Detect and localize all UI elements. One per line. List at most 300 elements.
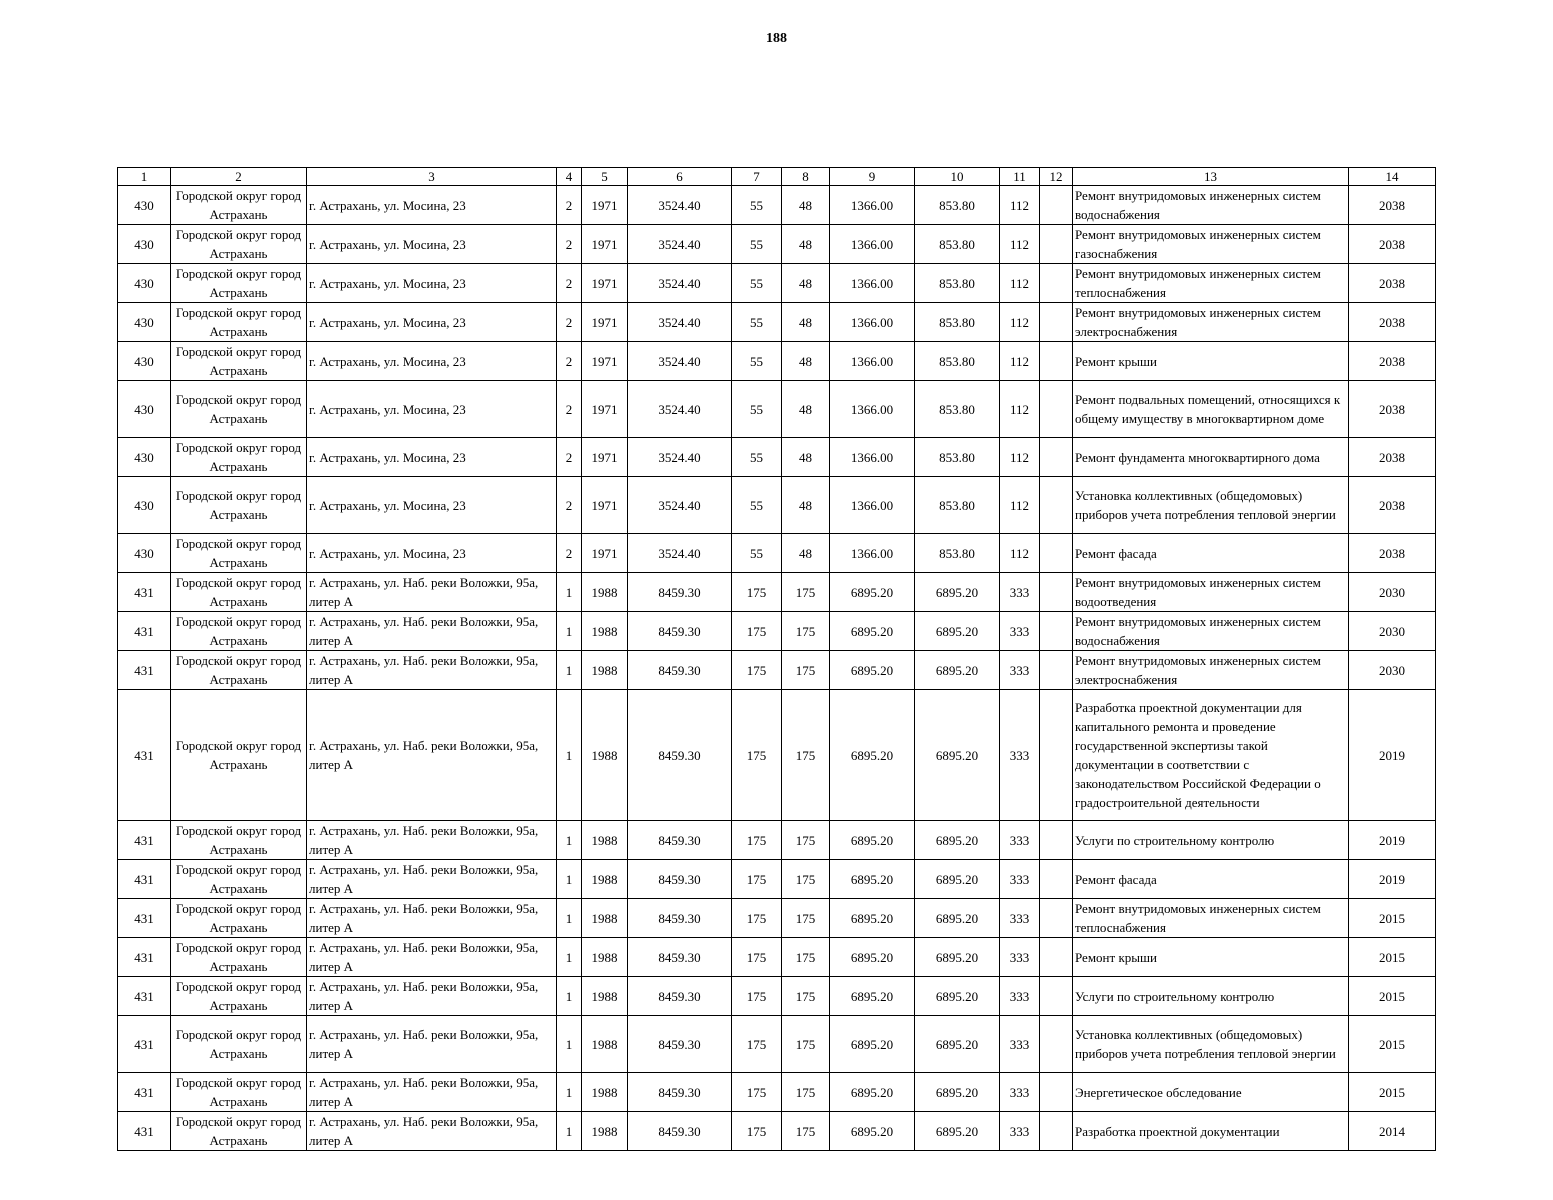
planned-year-cell: 2015 <box>1349 977 1436 1016</box>
col12-cell <box>1040 342 1073 381</box>
municipality-cell: Городской округ город Астрахань <box>171 612 307 651</box>
col12-cell <box>1040 1016 1073 1073</box>
floors-cell: 2 <box>557 186 582 225</box>
col12-cell <box>1040 977 1073 1016</box>
municipality-cell: Городской округ город Астрахань <box>171 534 307 573</box>
work-type-cell: Ремонт крыши <box>1073 342 1349 381</box>
col9-cell: 6895.20 <box>830 899 915 938</box>
repair-program-table <box>117 167 1436 1151</box>
row-number-cell: 431 <box>118 651 171 690</box>
work-type-cell: Ремонт крыши <box>1073 938 1349 977</box>
col9-cell: 1366.00 <box>830 264 915 303</box>
work-type-cell: Ремонт внутридомовых инженерных систем электроснабжения <box>1073 651 1349 690</box>
address-cell: г. Астрахань, ул. Наб. реки Воложки, 95а, литер А <box>307 860 557 899</box>
address-cell: г. Астрахань, ул. Наб. реки Воложки, 95а, литер А <box>307 1073 557 1112</box>
table-row <box>118 899 1436 938</box>
col8-cell: 48 <box>782 438 830 477</box>
col9-cell: 6895.20 <box>830 690 915 821</box>
col10-cell: 6895.20 <box>915 1073 1000 1112</box>
work-type-cell: Установка коллективных (общедомовых) приборов учета потребления тепловой энергии <box>1073 477 1349 534</box>
col12-cell <box>1040 612 1073 651</box>
row-number-cell: 430 <box>118 477 171 534</box>
col12-cell <box>1040 225 1073 264</box>
planned-year-cell: 2038 <box>1349 264 1436 303</box>
col11-cell: 333 <box>1000 938 1040 977</box>
work-type-cell: Ремонт внутридомовых инженерных систем водоотведения <box>1073 573 1349 612</box>
table-row <box>118 977 1436 1016</box>
col7-cell: 175 <box>732 1112 782 1151</box>
col11-cell: 112 <box>1000 342 1040 381</box>
floors-cell: 1 <box>557 860 582 899</box>
col12-cell <box>1040 381 1073 438</box>
address-cell: г. Астрахань, ул. Мосина, 23 <box>307 477 557 534</box>
col7-cell: 175 <box>732 860 782 899</box>
municipality-cell: Городской округ город Астрахань <box>171 690 307 821</box>
col8-cell: 175 <box>782 573 830 612</box>
col8-cell: 48 <box>782 534 830 573</box>
table-body <box>118 186 1436 1151</box>
planned-year-cell: 2015 <box>1349 938 1436 977</box>
address-cell: г. Астрахань, ул. Наб. реки Воложки, 95а, литер А <box>307 938 557 977</box>
municipality-cell: Городской округ город Астрахань <box>171 438 307 477</box>
row-number-cell: 431 <box>118 1073 171 1112</box>
row-number-cell: 430 <box>118 381 171 438</box>
col11-cell: 112 <box>1000 534 1040 573</box>
address-cell: г. Астрахань, ул. Мосина, 23 <box>307 264 557 303</box>
col7-cell: 55 <box>732 438 782 477</box>
col9-cell: 6895.20 <box>830 977 915 1016</box>
col11-cell: 112 <box>1000 381 1040 438</box>
year-built-cell: 1971 <box>582 264 628 303</box>
total-area-cell: 8459.30 <box>628 612 732 651</box>
total-area-cell: 3524.40 <box>628 438 732 477</box>
address-cell: г. Астрахань, ул. Наб. реки Воложки, 95а, литер А <box>307 899 557 938</box>
col8-cell: 48 <box>782 477 830 534</box>
col9-cell: 6895.20 <box>830 1016 915 1073</box>
planned-year-cell: 2015 <box>1349 899 1436 938</box>
col12-cell <box>1040 1112 1073 1151</box>
row-number-cell: 431 <box>118 1112 171 1151</box>
col7-cell: 175 <box>732 821 782 860</box>
floors-cell: 2 <box>557 303 582 342</box>
address-cell: г. Астрахань, ул. Мосина, 23 <box>307 381 557 438</box>
col7-cell: 55 <box>732 264 782 303</box>
planned-year-cell: 2019 <box>1349 690 1436 821</box>
col9-cell: 1366.00 <box>830 438 915 477</box>
work-type-cell: Ремонт внутридомовых инженерных систем электроснабжения <box>1073 303 1349 342</box>
row-number-cell: 430 <box>118 342 171 381</box>
total-area-cell: 3524.40 <box>628 342 732 381</box>
col12-cell <box>1040 860 1073 899</box>
col10-cell: 6895.20 <box>915 612 1000 651</box>
col11-cell: 333 <box>1000 977 1040 1016</box>
table-row <box>118 938 1436 977</box>
col10-cell: 6895.20 <box>915 860 1000 899</box>
col12-cell <box>1040 821 1073 860</box>
planned-year-cell: 2014 <box>1349 1112 1436 1151</box>
year-built-cell: 1988 <box>582 1112 628 1151</box>
planned-year-cell: 2030 <box>1349 573 1436 612</box>
table-row <box>118 303 1436 342</box>
column-number-row <box>118 168 1436 186</box>
floors-cell: 2 <box>557 342 582 381</box>
row-number-cell: 431 <box>118 1016 171 1073</box>
year-built-cell: 1988 <box>582 573 628 612</box>
year-built-cell: 1971 <box>582 225 628 264</box>
municipality-cell: Городской округ город Астрахань <box>171 977 307 1016</box>
total-area-cell: 8459.30 <box>628 651 732 690</box>
col9-cell: 6895.20 <box>830 612 915 651</box>
col9-cell: 6895.20 <box>830 651 915 690</box>
column-header: 8 <box>782 168 830 186</box>
total-area-cell: 8459.30 <box>628 821 732 860</box>
col7-cell: 55 <box>732 303 782 342</box>
column-header: 13 <box>1073 168 1349 186</box>
col12-cell <box>1040 264 1073 303</box>
municipality-cell: Городской округ город Астрахань <box>171 821 307 860</box>
col12-cell <box>1040 690 1073 821</box>
col7-cell: 175 <box>732 977 782 1016</box>
col10-cell: 853.80 <box>915 381 1000 438</box>
col10-cell: 853.80 <box>915 303 1000 342</box>
col11-cell: 333 <box>1000 612 1040 651</box>
col7-cell: 55 <box>732 225 782 264</box>
col11-cell: 112 <box>1000 264 1040 303</box>
col7-cell: 55 <box>732 381 782 438</box>
row-number-cell: 431 <box>118 573 171 612</box>
planned-year-cell: 2038 <box>1349 225 1436 264</box>
col10-cell: 6895.20 <box>915 651 1000 690</box>
work-type-cell: Ремонт фасада <box>1073 860 1349 899</box>
col12-cell <box>1040 573 1073 612</box>
municipality-cell: Городской округ город Астрахань <box>171 860 307 899</box>
planned-year-cell: 2038 <box>1349 381 1436 438</box>
address-cell: г. Астрахань, ул. Мосина, 23 <box>307 534 557 573</box>
col11-cell: 333 <box>1000 573 1040 612</box>
column-header: 7 <box>732 168 782 186</box>
col11-cell: 112 <box>1000 438 1040 477</box>
year-built-cell: 1971 <box>582 477 628 534</box>
floors-cell: 1 <box>557 899 582 938</box>
col10-cell: 853.80 <box>915 186 1000 225</box>
col9-cell: 6895.20 <box>830 821 915 860</box>
col12-cell <box>1040 534 1073 573</box>
col11-cell: 333 <box>1000 1073 1040 1112</box>
table-row <box>118 534 1436 573</box>
col11-cell: 333 <box>1000 899 1040 938</box>
col12-cell <box>1040 938 1073 977</box>
municipality-cell: Городской округ город Астрахань <box>171 1016 307 1073</box>
col7-cell: 175 <box>732 690 782 821</box>
floors-cell: 2 <box>557 438 582 477</box>
work-type-cell: Разработка проектной документации <box>1073 1112 1349 1151</box>
col7-cell: 175 <box>732 651 782 690</box>
total-area-cell: 3524.40 <box>628 477 732 534</box>
row-number-cell: 431 <box>118 612 171 651</box>
col9-cell: 1366.00 <box>830 381 915 438</box>
floors-cell: 2 <box>557 225 582 264</box>
col7-cell: 175 <box>732 1073 782 1112</box>
col10-cell: 853.80 <box>915 342 1000 381</box>
total-area-cell: 3524.40 <box>628 381 732 438</box>
col10-cell: 853.80 <box>915 225 1000 264</box>
planned-year-cell: 2015 <box>1349 1016 1436 1073</box>
address-cell: г. Астрахань, ул. Наб. реки Воложки, 95а, литер А <box>307 977 557 1016</box>
row-number-cell: 431 <box>118 821 171 860</box>
row-number-cell: 431 <box>118 690 171 821</box>
year-built-cell: 1988 <box>582 1016 628 1073</box>
table-row <box>118 612 1436 651</box>
col8-cell: 48 <box>782 381 830 438</box>
year-built-cell: 1988 <box>582 651 628 690</box>
col8-cell: 175 <box>782 977 830 1016</box>
row-number-cell: 430 <box>118 225 171 264</box>
col10-cell: 6895.20 <box>915 899 1000 938</box>
col11-cell: 112 <box>1000 225 1040 264</box>
planned-year-cell: 2030 <box>1349 612 1436 651</box>
table-row <box>118 651 1436 690</box>
col10-cell: 6895.20 <box>915 573 1000 612</box>
col9-cell: 6895.20 <box>830 860 915 899</box>
work-type-cell: Ремонт внутридомовых инженерных систем теплоснабжения <box>1073 899 1349 938</box>
col9-cell: 1366.00 <box>830 225 915 264</box>
table-row <box>118 821 1436 860</box>
col9-cell: 1366.00 <box>830 534 915 573</box>
year-built-cell: 1988 <box>582 860 628 899</box>
address-cell: г. Астрахань, ул. Наб. реки Воложки, 95а, литер А <box>307 821 557 860</box>
col8-cell: 48 <box>782 264 830 303</box>
total-area-cell: 8459.30 <box>628 1073 732 1112</box>
total-area-cell: 8459.30 <box>628 977 732 1016</box>
total-area-cell: 3524.40 <box>628 225 732 264</box>
table-header <box>118 168 1436 186</box>
column-header: 9 <box>830 168 915 186</box>
table-row <box>118 477 1436 534</box>
col8-cell: 175 <box>782 938 830 977</box>
municipality-cell: Городской округ город Астрахань <box>171 303 307 342</box>
col12-cell <box>1040 303 1073 342</box>
col8-cell: 48 <box>782 186 830 225</box>
col9-cell: 1366.00 <box>830 342 915 381</box>
work-type-cell: Услуги по строительному контролю <box>1073 821 1349 860</box>
municipality-cell: Городской округ город Астрахань <box>171 938 307 977</box>
planned-year-cell: 2038 <box>1349 438 1436 477</box>
col9-cell: 6895.20 <box>830 1073 915 1112</box>
work-type-cell: Ремонт фасада <box>1073 534 1349 573</box>
col9-cell: 6895.20 <box>830 1112 915 1151</box>
column-header: 2 <box>171 168 307 186</box>
work-type-cell: Услуги по строительному контролю <box>1073 977 1349 1016</box>
municipality-cell: Городской округ город Астрахань <box>171 899 307 938</box>
planned-year-cell: 2038 <box>1349 477 1436 534</box>
col7-cell: 55 <box>732 342 782 381</box>
col8-cell: 175 <box>782 860 830 899</box>
floors-cell: 2 <box>557 477 582 534</box>
col11-cell: 333 <box>1000 821 1040 860</box>
col8-cell: 175 <box>782 899 830 938</box>
municipality-cell: Городской округ город Астрахань <box>171 477 307 534</box>
year-built-cell: 1988 <box>582 690 628 821</box>
floors-cell: 1 <box>557 977 582 1016</box>
row-number-cell: 430 <box>118 186 171 225</box>
year-built-cell: 1971 <box>582 438 628 477</box>
work-type-cell: Ремонт внутридомовых инженерных систем газоснабжения <box>1073 225 1349 264</box>
table-row <box>118 186 1436 225</box>
year-built-cell: 1971 <box>582 303 628 342</box>
year-built-cell: 1988 <box>582 938 628 977</box>
table-row <box>118 860 1436 899</box>
col8-cell: 175 <box>782 1073 830 1112</box>
floors-cell: 1 <box>557 651 582 690</box>
work-type-cell: Установка коллективных (общедомовых) приборов учета потребления тепловой энергии <box>1073 1016 1349 1073</box>
col9-cell: 6895.20 <box>830 938 915 977</box>
col10-cell: 853.80 <box>915 438 1000 477</box>
municipality-cell: Городской округ город Астрахань <box>171 1073 307 1112</box>
col9-cell: 1366.00 <box>830 186 915 225</box>
col10-cell: 6895.20 <box>915 938 1000 977</box>
municipality-cell: Городской округ город Астрахань <box>171 225 307 264</box>
work-type-cell: Энергетическое обследование <box>1073 1073 1349 1112</box>
row-number-cell: 430 <box>118 438 171 477</box>
total-area-cell: 3524.40 <box>628 303 732 342</box>
table-row <box>118 438 1436 477</box>
floors-cell: 1 <box>557 612 582 651</box>
floors-cell: 1 <box>557 821 582 860</box>
col12-cell <box>1040 438 1073 477</box>
floors-cell: 1 <box>557 938 582 977</box>
column-header: 6 <box>628 168 732 186</box>
municipality-cell: Городской округ город Астрахань <box>171 342 307 381</box>
table-row <box>118 573 1436 612</box>
col8-cell: 48 <box>782 303 830 342</box>
column-header: 12 <box>1040 168 1073 186</box>
floors-cell: 1 <box>557 573 582 612</box>
col8-cell: 175 <box>782 1112 830 1151</box>
municipality-cell: Городской округ город Астрахань <box>171 1112 307 1151</box>
year-built-cell: 1988 <box>582 1073 628 1112</box>
municipality-cell: Городской округ город Астрахань <box>171 264 307 303</box>
planned-year-cell: 2038 <box>1349 303 1436 342</box>
work-type-cell: Разработка проектной документации для капитального ремонта и проведение государственной экспертизы такой документации в соответствии с законодательством Российской Федерации о градостроительной деятельности <box>1073 690 1349 821</box>
year-built-cell: 1988 <box>582 821 628 860</box>
planned-year-cell: 2019 <box>1349 860 1436 899</box>
total-area-cell: 3524.40 <box>628 534 732 573</box>
col11-cell: 333 <box>1000 860 1040 899</box>
address-cell: г. Астрахань, ул. Наб. реки Воложки, 95а, литер А <box>307 651 557 690</box>
municipality-cell: Городской округ город Астрахань <box>171 186 307 225</box>
col10-cell: 6895.20 <box>915 977 1000 1016</box>
row-number-cell: 431 <box>118 899 171 938</box>
row-number-cell: 431 <box>118 938 171 977</box>
row-number-cell: 430 <box>118 534 171 573</box>
total-area-cell: 8459.30 <box>628 860 732 899</box>
year-built-cell: 1971 <box>582 186 628 225</box>
work-type-cell: Ремонт фундамента многоквартирного дома <box>1073 438 1349 477</box>
table-row <box>118 1016 1436 1073</box>
floors-cell: 1 <box>557 1016 582 1073</box>
municipality-cell: Городской округ город Астрахань <box>171 573 307 612</box>
col10-cell: 853.80 <box>915 534 1000 573</box>
col8-cell: 48 <box>782 342 830 381</box>
col10-cell: 6895.20 <box>915 821 1000 860</box>
floors-cell: 1 <box>557 690 582 821</box>
col11-cell: 333 <box>1000 1016 1040 1073</box>
col12-cell <box>1040 186 1073 225</box>
row-number-cell: 431 <box>118 860 171 899</box>
address-cell: г. Астрахань, ул. Наб. реки Воложки, 95а, литер А <box>307 573 557 612</box>
total-area-cell: 8459.30 <box>628 899 732 938</box>
col8-cell: 175 <box>782 651 830 690</box>
floors-cell: 2 <box>557 534 582 573</box>
year-built-cell: 1971 <box>582 342 628 381</box>
row-number-cell: 431 <box>118 977 171 1016</box>
col10-cell: 853.80 <box>915 477 1000 534</box>
column-header: 11 <box>1000 168 1040 186</box>
col11-cell: 112 <box>1000 303 1040 342</box>
column-header: 5 <box>582 168 628 186</box>
total-area-cell: 8459.30 <box>628 573 732 612</box>
table-row <box>118 690 1436 821</box>
column-header: 14 <box>1349 168 1436 186</box>
total-area-cell: 8459.30 <box>628 938 732 977</box>
row-number-cell: 430 <box>118 303 171 342</box>
col7-cell: 175 <box>732 938 782 977</box>
column-header: 3 <box>307 168 557 186</box>
table-row <box>118 381 1436 438</box>
col7-cell: 175 <box>732 899 782 938</box>
floors-cell: 1 <box>557 1073 582 1112</box>
work-type-cell: Ремонт подвальных помещений, относящихся к общему имуществу в многоквартирном доме <box>1073 381 1349 438</box>
address-cell: г. Астрахань, ул. Мосина, 23 <box>307 303 557 342</box>
table-row <box>118 225 1436 264</box>
row-number-cell: 430 <box>118 264 171 303</box>
address-cell: г. Астрахань, ул. Наб. реки Воложки, 95а, литер А <box>307 1112 557 1151</box>
col8-cell: 48 <box>782 225 830 264</box>
column-header: 10 <box>915 168 1000 186</box>
col11-cell: 112 <box>1000 186 1040 225</box>
col7-cell: 175 <box>732 573 782 612</box>
floors-cell: 2 <box>557 264 582 303</box>
col11-cell: 333 <box>1000 1112 1040 1151</box>
column-header: 4 <box>557 168 582 186</box>
year-built-cell: 1988 <box>582 612 628 651</box>
planned-year-cell: 2015 <box>1349 1073 1436 1112</box>
column-header: 1 <box>118 168 171 186</box>
municipality-cell: Городской округ город Астрахань <box>171 651 307 690</box>
table-row <box>118 342 1436 381</box>
col9-cell: 6895.20 <box>830 573 915 612</box>
col9-cell: 1366.00 <box>830 477 915 534</box>
floors-cell: 1 <box>557 1112 582 1151</box>
planned-year-cell: 2038 <box>1349 534 1436 573</box>
col7-cell: 175 <box>732 1016 782 1073</box>
table-row <box>118 1112 1436 1151</box>
col9-cell: 1366.00 <box>830 303 915 342</box>
table-row <box>118 264 1436 303</box>
planned-year-cell: 2038 <box>1349 186 1436 225</box>
col12-cell <box>1040 477 1073 534</box>
col11-cell: 112 <box>1000 477 1040 534</box>
address-cell: г. Астрахань, ул. Наб. реки Воложки, 95а, литер А <box>307 690 557 821</box>
col8-cell: 175 <box>782 821 830 860</box>
work-type-cell: Ремонт внутридомовых инженерных систем теплоснабжения <box>1073 264 1349 303</box>
address-cell: г. Астрахань, ул. Мосина, 23 <box>307 438 557 477</box>
col10-cell: 853.80 <box>915 264 1000 303</box>
total-area-cell: 8459.30 <box>628 1016 732 1073</box>
total-area-cell: 8459.30 <box>628 1112 732 1151</box>
col11-cell: 333 <box>1000 690 1040 821</box>
col10-cell: 6895.20 <box>915 690 1000 821</box>
